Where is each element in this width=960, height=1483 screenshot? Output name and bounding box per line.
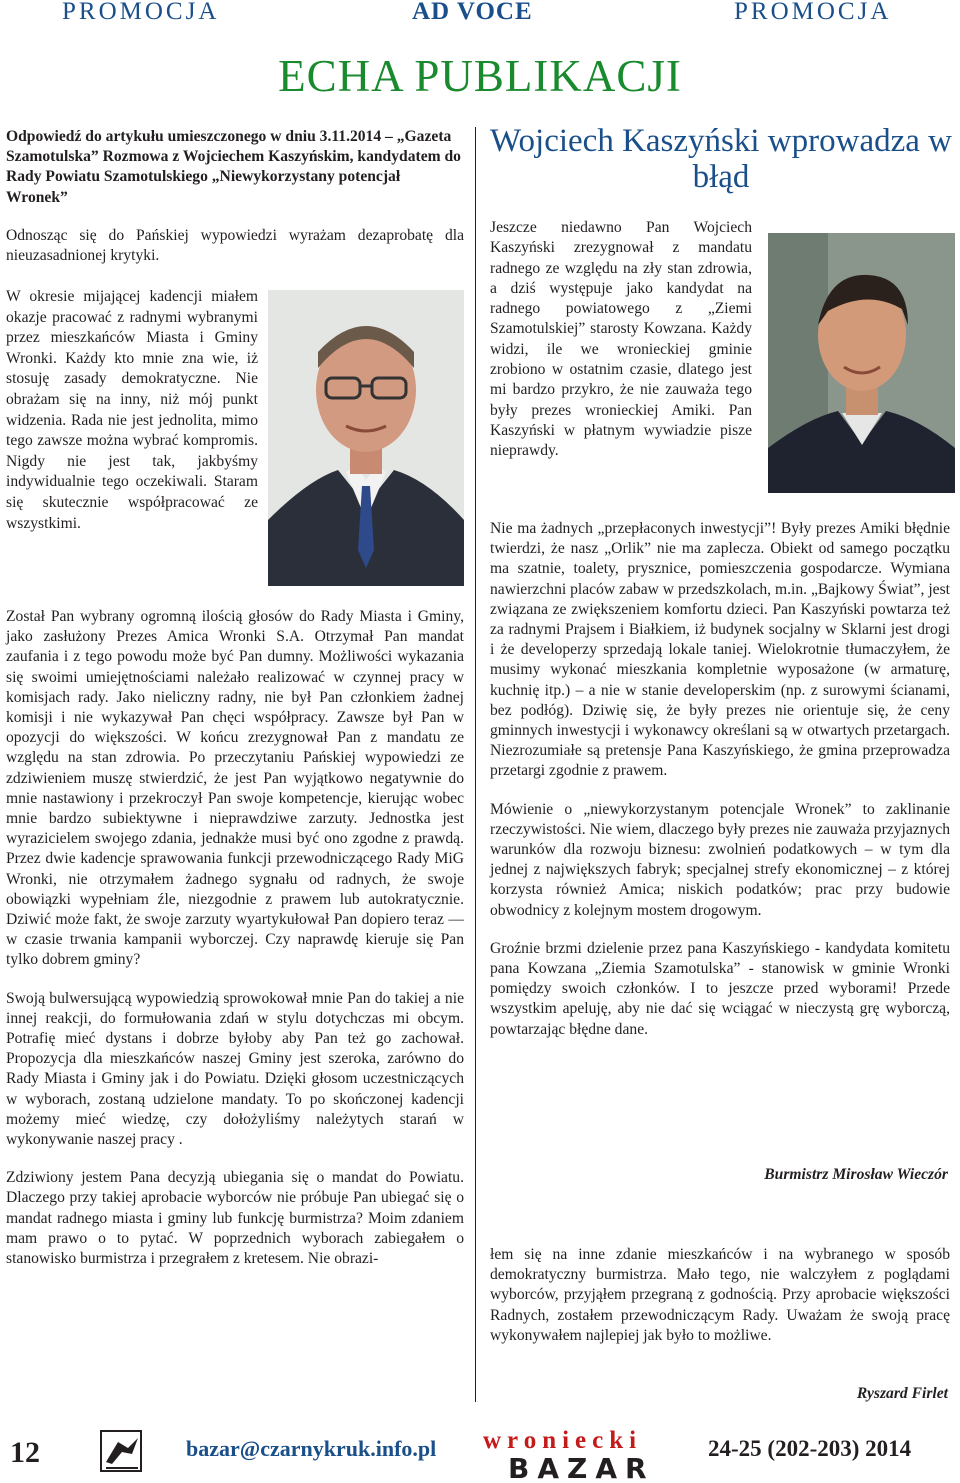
right-article-body [490,519,950,1058]
column-divider [475,127,476,1402]
header-promo-left: PROMOCJA [62,0,220,25]
right-paragraph: Mówienie o „niewykorzystanym potencjale Wronek” to zaklinanie rzeczywistości. Nie wiem, dlaczego były prezes nie zauważa przyjaznych warunków dla rozwoju biznesu: zwolnień podatkowych – w tym dla jednej z największych fabryk; specjalnej strefy ekonomicznej – z której korzysta również Amica; niskich podatków; prac przy budowie obwodnicy z kolejnym mostem drogowym. [490,800,950,919]
header-promo-right: PROMOCJA [734,0,892,25]
portrait-photo-kaszynski [768,233,955,493]
left-article-intro: Odnosząc się do Pańskiej wypowiedzi wyrażam dezaprobatę dla nieuzasadnionej krytyki. [6,227,464,265]
right-article-narrow-text: Jeszcze niedawno Pan Wojciech Kaszyński zrezygnował z mandatu radnego ze względu na zły stan zdrowia, a dziś występuje jako kandydat na radnego powiatowego z „Ziemi Szamotulskiej” starosty Kowzana. Każdy widzi, ile we wronieckiej gminie zrobiono w ostatnim czasie, dlatego jest mi bardzo przykro, że nie zauważa tego były prezes wronieckiej Amiki. Pan Kaszyński w płatnym wywiadzie pisze nieprawdy. [490,219,752,460]
portrait-photo-firlet [268,290,464,586]
contact-email[interactable]: bazar@czarnykruk.info.pl [186,1436,437,1461]
raven-logo-icon [98,1428,144,1474]
left-article-continuation: łem się na inne zdanie mieszkańców i na wybranego w sposób demokratyczny burmistrza. Mało tego, nie walczyłem z poglądami wyborców, przyjąłem przegraną z godnością. Przy aprobacie większości Radnych, zostałem przewodniczącym Rady. Uważam że swoją pracę wykonywałem najlepiej jak było to możliwe. [490,1246,950,1344]
page-headline: ECHA PUBLIKACJI [278,51,682,101]
header-ad-voce: AD VOCE [412,0,533,25]
brand-name-top: wroniecki [483,1427,643,1454]
left-article-narrow-text: W okresie mijającej kadencji miałem okazje pracować z radnymi wybranymi przez mieszkańców Miasta i Gminy Wronki. Każdy kto mnie zna wie, iż stosuję zasady demokratyczne. Nie obrażam się na inny, niż mój punkt widzenia. Rada nie jest jednolita, mimo tego zawsze można wybrać kompromis. Nigdy nie jest tak, jakbyśmy indywidualnie tego oczekiwali. Staram się skutecznie współpracować ze wszystkimi. [6,288,258,532]
left-article-heading: Odpowiedź do artykułu umieszczonego w dniu 3.11.2014 – „Gazeta Szamotulska” Rozmowa z Wojciechem Kaszyńskim, kandydatem do Rady Powiatu Szamotulskiego „Niewykorzystany potencjał Wronek” [6,128,461,206]
left-article-body [6,607,464,1287]
page-number: 12 [10,1436,40,1469]
brand-name-bottom: BAZAR [508,1452,655,1483]
right-paragraph: Groźnie brzmi dzielenie przez pana Kaszyńskiego - kandydata komitetu pana Kowzana „Ziemia Szamotulska” - stanowisk w gminie Wronki pomiędzy swoich członków. I to jeszcze przed wyborami! Przede wszystkim apeluję, aby nie dać się wciągać w nieczystą grę wyborczą, powtarzając błędne dane. [490,939,950,1038]
right-paragraph: Nie ma żadnych „przepłaconych inwestycji”! Były prezes Amiki błędnie twierdzi, że nasz „Orlik” nie ma zaplecza. Obiekt od samego początku ma szatnie, toalety, prysznice, pomieszczenia gospodarcze. Wymiana nawierzchni placów zabaw w przedszkolach, m.in. „Bajkowy Świat”, jest związana ze zwiększeniem komfortu dzieci. Pan Kaszyński powtarza też za radnymi Prajsem i Białkiem, iż budynek socjalny w Sklarni jest drogi i że developerzy sprzedają lokale taniej. Wielokrotnie tłumaczyłem, że musimy wykonać mieszkania kompletnie wyposażone (w armaturę, kuchnię itp.) – a nie w stanie developerskim (np. z surowymi ścianami, bez podłóg). Dziwię się, że były prezes nie orientuje się, że ceny gminnych inwestycji i wykonawcy określani są w otwartych przetargach. Niezrozumiałe są pretensje Pana Kaszyńskiego, że gmina przeprowadza przetargi zgodnie z prawem. [490,520,950,780]
left-paragraph: Został Pan wybrany ogromną ilością głosów do Rady Miasta i Gminy, jako zasłużony Prezes Amica Wronki S.A. Otrzymał Pan mandat zaufania i z tego powodu może być Pan dumny. Możliwości wykazania się swoimi umiejętnościami należało realizować w czynnej pracy w komisjach rady. Jako nieliczny radny, nie był Pan członkiem żadnej komisji i nie wykazywał Pan chęci współpracy. Zawsze był Pan w opozycji do większości. W końcu zrezygnował Pan z mandatu ze względu na stan zdrowia. Po przeczytaniu Pańskiej wypowiedzi ze zdziwieniem muszę stwierdzić, że jest Pan wyjątkowo negatywnie do mnie nastawiony i przekroczył Pan swoje kompetencje, kierując wobec mnie bardzo subiektywne i nieprawdziwe zarzuty. Jednostka jest wyrazicielem swojego zdania, jednakże musi być ono zgodne z prawdą. Przez dwie kadencje sprawowania funkcji przewodniczącego Rady MiG Wronki, nie otrzymałem żadnego sygnału od radnych, że swoje obowiązki wypełniam źle, niezgodnie z prawem lub autokratycznie. Dziwić może fakt, że swoje zarzuty wyartykułował Pan dopiero teraz — w czasie trwania kampanii wyborczej. Czy naprawdę kieruje się Pan tylko dobrem gminy? [6,608,464,969]
left-paragraph: Zdziwiony jestem Pana decyzją ubiegania się o mandat do Powiatu. Dlaczego przy takiej aprobacie wyborców nie próbuje Pan ubiegać się o mandat radnego miasta i gminy lub funkcję burmistrza? Moim zdaniem mam prawo o to pytać. W poprzednich wyborach zabiegałem o stanowisko burmistrza i przegrałem z kretesem. Nie obrazi- [6,1169,464,1268]
left-paragraph: Swoją bulwersującą wypowiedzią sprowokował mnie Pan do takiej a nie innej reakcji, do formułowania zdań w stylu dotychczas mi obcym. Potrafię mieć dystans i dobrze byłoby aby Pan też go zachował. Propozycja dla mieszkańców naszej Gminy jest szeroka, zarówno do Rady Miasta i Gminy jak i do Powiatu. Dzięki głosom uczestniczących w wyborach, zostaną udzielone mandaty. To po skończonej kadencji możemy mieć wiedzę, czy dołożyliśmy należytych starań w wykonywanie naszej pracy . [6,989,464,1149]
signature-firlet: Ryszard Firlet [856,1385,948,1402]
right-article-title: Wojciech Kaszyński wprowadza w błąd [490,123,952,195]
signature-burmistrz: Burmistrz Mirosław Wieczór [764,1166,948,1183]
issue-number: 24-25 (202-203) 2014 [708,1436,912,1461]
